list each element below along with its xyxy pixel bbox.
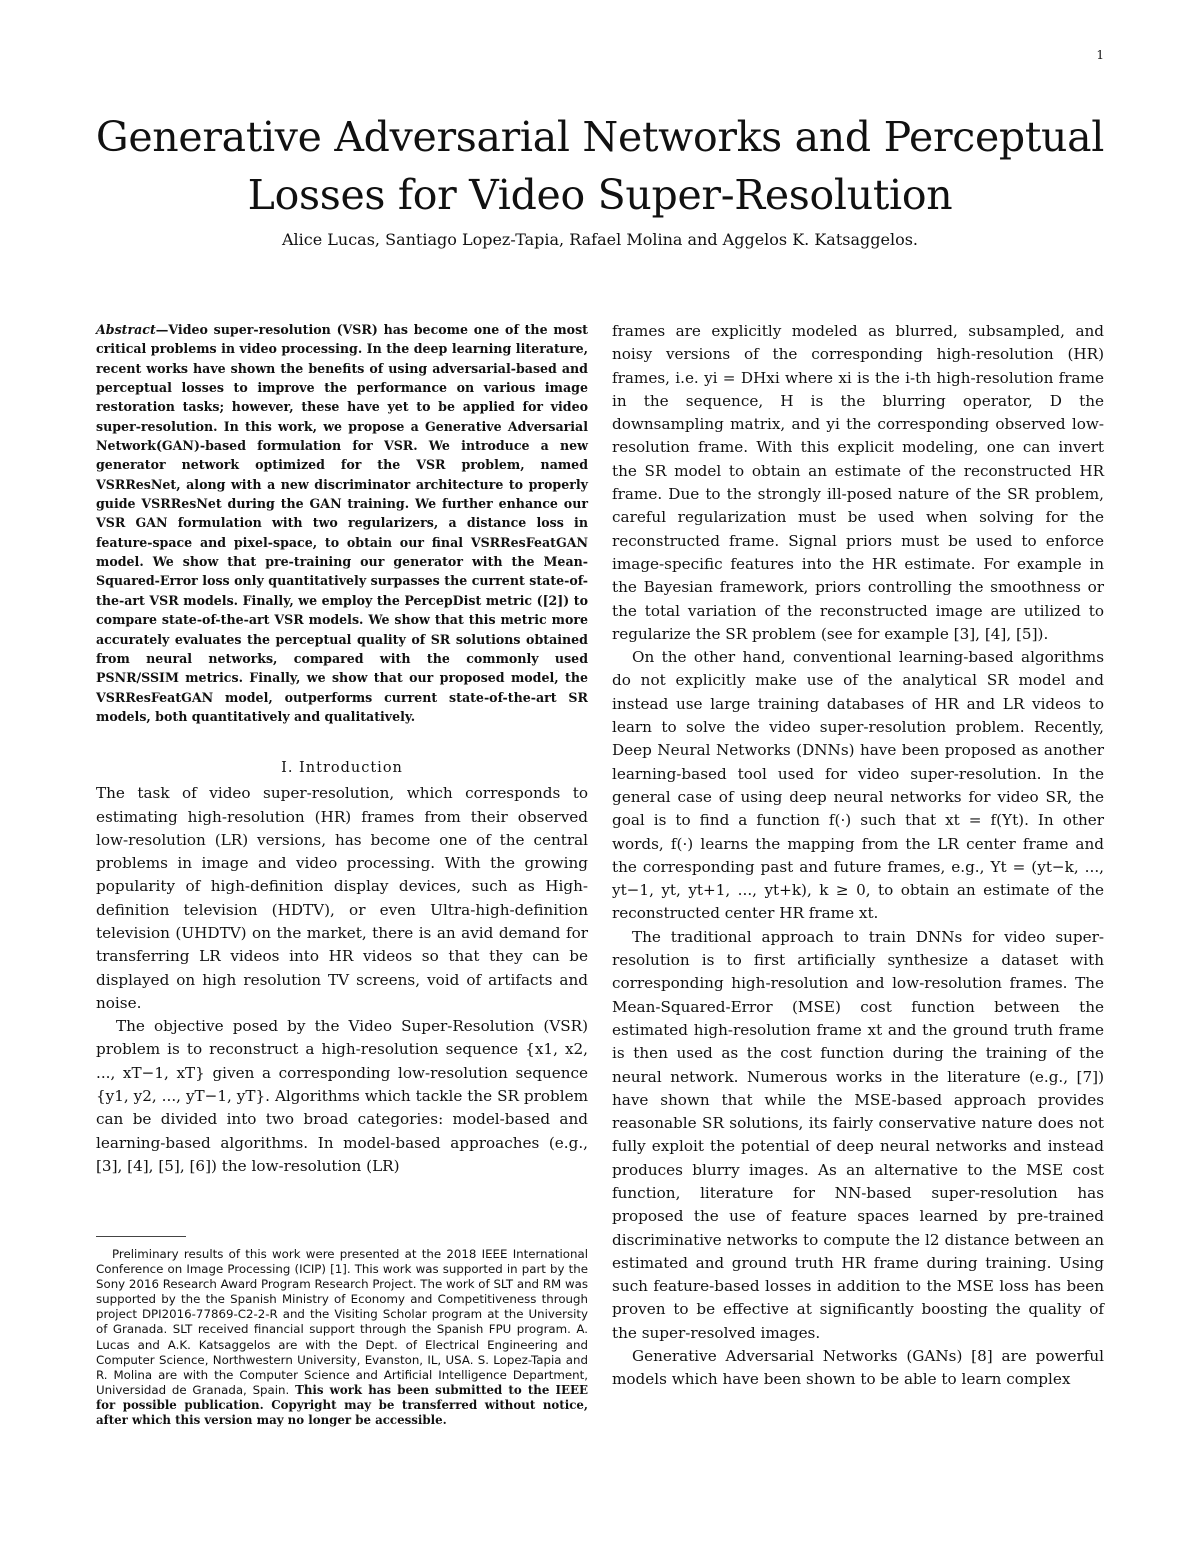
author-list: Alice Lucas, Santiago Lopez-Tapia, Rafael Molina and Aggelos K. Katsaggelos. <box>281 230 919 249</box>
section-heading-introduction: I. Introduction <box>281 760 403 777</box>
footnote-divider <box>96 1236 186 1237</box>
page-number: 1 <box>1096 48 1104 62</box>
abstract-label: Abstract <box>96 322 156 337</box>
left-column <box>96 320 588 1178</box>
right-paragraph-4: Generative Adversarial Networks (GANs) [8] are powerful models which have been shown to be able to learn complex <box>612 1347 1104 1389</box>
right-paragraph-3: The traditional approach to train DNNs for video super-resolution is to first artificially synthesize a dataset with corresponding high-resolution and low-resolution frames. The Mean-Squared-Error (MSE) cost function between the estimated high-resolution frame xt and the ground truth frame is then used as the cost function during the training of the neural network. Numerous works in the literature (e.g., [7]) have shown that while the MSE-based approach provides reasonable SR solutions, its fairly conservative nature does not fully exploit the potential of deep neural networks and instead produces blurry images. As an alternative to the MSE cost function, literature for NN-based super-resolution has proposed the use of feature spaces learned by pre-trained discriminative networks to compute the l2 distance between an estimated and ground truth HR frame during training. Using such feature-based losses in addition to the MSE loss has been proven to be effective at significantly boosting the quality of the super-resolved images. <box>612 927 1104 1342</box>
footnote-text: Preliminary results of this work were presented at the 2018 IEEE International Conference on Image Processing (ICIP) [1]. This work was supported in part by the Sony 2016 Research Award Program Research Project. The work of SLT and RM was supported by the the Spanish Ministry of Economy and Competitiveness through project DPI2016-77869-C2-2-R and the Visiting Scholar program at the University of Granada. SLT received financial support through the Spanish FPU program. A. Lucas and A.K. Katsaggelos are with the Dept. of Electrical Engineering and Computer Science, Northwestern University, Evanston, IL, USA. S. Lopez-Tapia and R. Molina are with the Computer Science and Artificial Intelligence Department, Universidad de Granada, Spain. <box>96 1247 588 1397</box>
footnote-copyright-notice: This work has been submitted to the IEEE for possible publication. Copyright may be transferred without notice, after which this version may no longer be accessible. <box>96 1382 588 1428</box>
intro-paragraph-1: The task of video super-resolution, which corresponds to estimating high-resolution (HR) frames from their observed low-resolution (LR) versions, has become one of the central problems in image and video processing. With the growing popularity of high-definition display devices, such as High-definition television (HDTV), or even Ultra-high-definition television (UHDTV) on the market, there is an avid demand for transferring LR videos into HR videos so that they can be displayed on high resolution TV screens, void of artifacts and noise. <box>96 784 588 1012</box>
abstract-text: —Video super-resolution (VSR) has become one of the most critical problems in video processing. In the deep learning literature, recent works have shown the benefits of using adversarial-based and perceptual losses to improve the performance on various image restoration tasks; however, these have yet to be applied for video super-resolution. In this work, we propose a Generative Adversarial Network(GAN)-based formulation for VSR. We introduce a new generator network optimized for the VSR problem, named VSRResNet, along with a new discriminator architecture to properly guide VSRResNet during the GAN training. We further enhance our VSR GAN formulation with two regularizers, a distance loss in feature-space and pixel-space, to obtain our final VSRResFeatGAN model. We show that pre-training our generator with the Mean-Squared-Error loss only quantitatively surpasses the current state-of-the-art VSR models. Finally, we employ the PercepDist metric ([2]) to compare state-of-the-art VSR models. We show that this metric more accurately evaluates the perceptual quality of SR solutions obtained from neural networks, compared with the commonly used PSNR/SSIM metrics. Finally, we show that our proposed model, the VSRResFeatGAN model, outperforms current state-of-the-art SR models, both quantitatively and qualitatively. <box>96 322 588 724</box>
right-paragraph-2: On the other hand, conventional learning-based algorithms do not explicitly make use of the analytical SR model and instead use large training databases of HR and LR videos to learn to solve the video super-resolution problem. Recently, Deep Neural Networks (DNNs) have been proposed as another learning-based tool used for video super-resolution. In the general case of using deep neural networks for video SR, the goal is to find a function f(·) such that xt = f(Yt). In other words, f(·) learns the mapping from the LR center frame and the corresponding past and future frames, e.g., Yt = (yt−k, ..., yt−1, yt, yt+1, ..., yt+k), k ≥ 0, to obtain an estimate of the reconstructed center HR frame xt. <box>612 648 1104 923</box>
footnote <box>96 1247 588 1428</box>
abstract <box>96 320 588 726</box>
paper-title: Generative Adversarial Networks and Perceptual Losses for Video Super-Resolution <box>95 113 1105 219</box>
right-paragraph-1: frames are explicitly modeled as blurred, subsampled, and noisy versions of the corresponding high-resolution (HR) frames, i.e. yi = DHxi where xi is the i-th high-resolution frame in the sequence, H is the blurring operator, D the downsampling matrix, and yi the corresponding observed low-resolution frame. With this explicit modeling, one can invert the SR model to obtain an estimate of the reconstructed HR frame. Due to the strongly ill-posed nature of the SR problem, careful regularization must be used when solving for the reconstructed frame. Signal priors must be used to enforce image-specific features into the HR estimate. For example in the Bayesian framework, priors controlling the smoothness or the total variation of the reconstructed image are utilized to regularize the SR problem (see for example [3], [4], [5]). <box>612 322 1104 643</box>
right-column <box>612 320 1104 1392</box>
intro-paragraph-2: The objective posed by the Video Super-Resolution (VSR) problem is to reconstruct a high-resolution sequence {x1, x2, ..., xT−1, xT} given a corresponding low-resolution sequence {y1, y2, ..., yT−1, yT}. Algorithms which tackle the SR problem can be divided into two broad categories: model-based and learning-based algorithms. In model-based approaches (e.g., [3], [4], [5], [6]) the low-resolution (LR) <box>96 1017 588 1175</box>
